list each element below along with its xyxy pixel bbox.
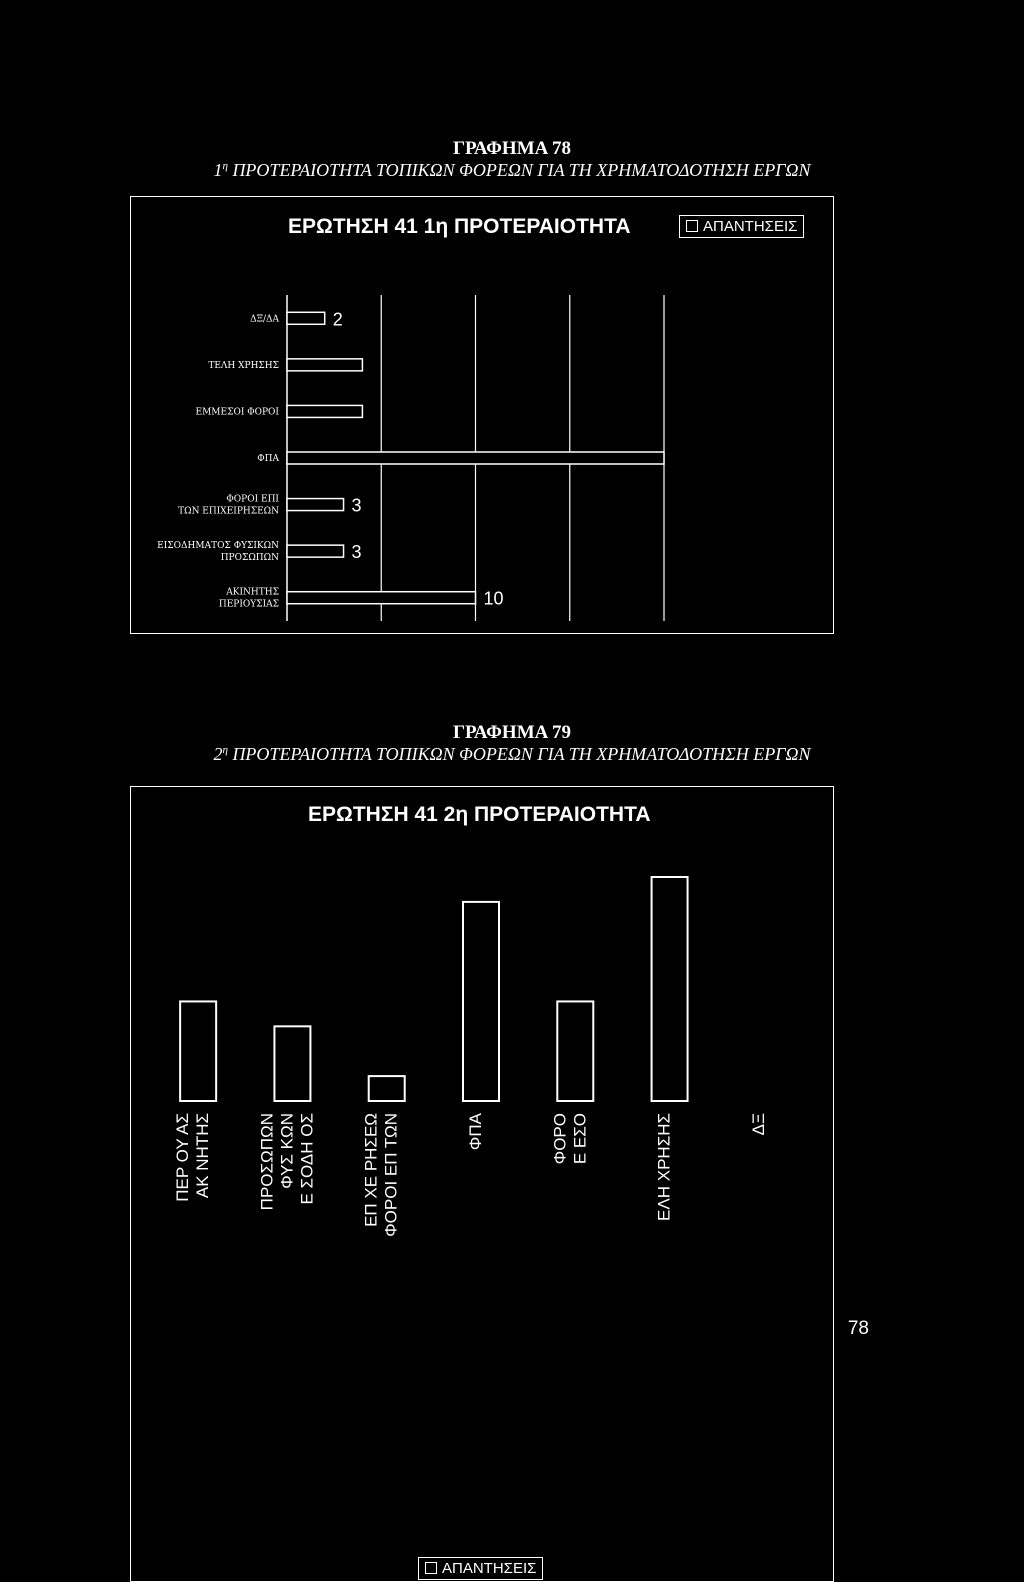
chart-79-legend-label: ΑΠΑΝΤΗΣΕΙΣ — [442, 1560, 537, 1577]
bar — [287, 545, 344, 557]
bar — [180, 1001, 216, 1101]
bar — [287, 359, 362, 371]
data-label: 3 — [351, 542, 362, 563]
bar — [557, 1001, 593, 1101]
category-label: Ε ΣΟΔΗ ΟΣΦΥΣ ΚΩΝΠΡΟΣΩΠΩΝ — [257, 1113, 317, 1211]
bar — [287, 592, 476, 604]
bar — [287, 312, 325, 324]
bar — [287, 499, 344, 511]
figure-79-caption — [0, 722, 1024, 765]
figure-78-ordinal: 1 — [213, 160, 223, 180]
bar — [287, 405, 362, 417]
category-label: ΕΜΜΕΣΟΙ ΦΟΡΟΙ — [195, 407, 279, 418]
figure-78-caption — [0, 138, 1024, 181]
category-label: ΦΟΡΟΙ ΕΠΙ ΤΩΝ ΕΠΙΧΕΙΡΗΣΕΩΝ — [178, 494, 279, 517]
category-label: ΑΚ ΝΗΤΗΣΠΕΡ ΟΥ ΑΣ — [173, 1113, 213, 1202]
data-label: 2 — [332, 309, 343, 330]
chart-79-title: ΕΡΩΤΗΣΗ 41 2η ΠΡΟΤΕΡΑΙΟΤΗΤΑ — [308, 803, 651, 826]
chart-78-legend-label: ΑΠΑΝΤΗΣΕΙΣ — [703, 218, 798, 235]
chart-78-frame — [130, 196, 834, 634]
data-label: 10 — [483, 588, 504, 609]
figure-79-title: ΓΡΑΦΗΜΑ 79 — [452, 722, 572, 743]
figure-78-ordinal-sup: η — [222, 160, 228, 172]
category-label: ΕΛΗ ΧΡΗΣΗΣ — [654, 1113, 674, 1221]
bar — [463, 902, 499, 1101]
category-label: ΑΚΙΝΗΤΗΣ ΠΕΡΙΟΥΣΙΑΣ — [218, 587, 279, 610]
figure-79-ordinal: 2 — [213, 744, 223, 764]
legend-swatch-icon — [425, 1562, 437, 1574]
category-label: ΔΞ — [748, 1113, 768, 1136]
category-label: ΦΠΑ — [257, 454, 279, 464]
figure-79-subtitle — [0, 744, 1024, 765]
chart-78-plot — [131, 197, 831, 631]
category-label: ΦΟΡΟΙ ΕΠ ΤΩΝΕΠ ΧΕ ΡΗΣΕΩ — [361, 1113, 401, 1237]
category-label: ΤΕΛΗ ΧΡΗΣΗΣ — [208, 360, 279, 371]
chart-79-frame — [130, 786, 834, 1582]
bar — [274, 1026, 310, 1101]
category-label: Ε ΕΣΟΦΟΡΟ — [550, 1113, 590, 1165]
data-label: 3 — [351, 495, 362, 516]
figure-78-subtitle — [0, 160, 1024, 181]
category-label: ΕΙΣΟΔΗΜΑΤΟΣ ΦΥΣΙΚΩΝ ΠΡΟΣΩΠΩΝ — [157, 541, 279, 564]
bar — [652, 877, 688, 1101]
category-label: ΔΞ/ΔΑ — [250, 314, 279, 325]
category-label: ΦΠΑ — [466, 1113, 485, 1151]
bar — [287, 452, 664, 464]
chart-79-legend — [418, 1557, 543, 1580]
page-number: 78 — [847, 1318, 869, 1339]
figure-79-ordinal-sup: η — [222, 744, 228, 756]
chart-79-plot — [131, 787, 831, 1579]
figure-79-subtitle-text: ΠΡΟΤΕΡΑΙΟΤΗΤΑ ΤΟΠΙΚΩΝ ΦΟΡΕΩΝ ΓΙΑ ΤΗ ΧΡΗΜΑΤΟΔΟΤΗΣΗ ΕΡΓΩΝ — [232, 744, 811, 764]
figure-78-subtitle-text: ΠΡΟΤΕΡΑΙΟΤΗΤΑ ΤΟΠΙΚΩΝ ΦΟΡΕΩΝ ΓΙΑ ΤΗ ΧΡΗΜΑΤΟΔΟΤΗΣΗ ΕΡΓΩΝ — [232, 160, 811, 180]
chart-78-title: ΕΡΩΤΗΣΗ 41 1η ΠΡΟΤΕΡΑΙΟΤΗΤΑ — [288, 215, 631, 238]
bar — [369, 1076, 405, 1101]
figure-78-title: ΓΡΑΦΗΜΑ 78 — [452, 138, 572, 159]
